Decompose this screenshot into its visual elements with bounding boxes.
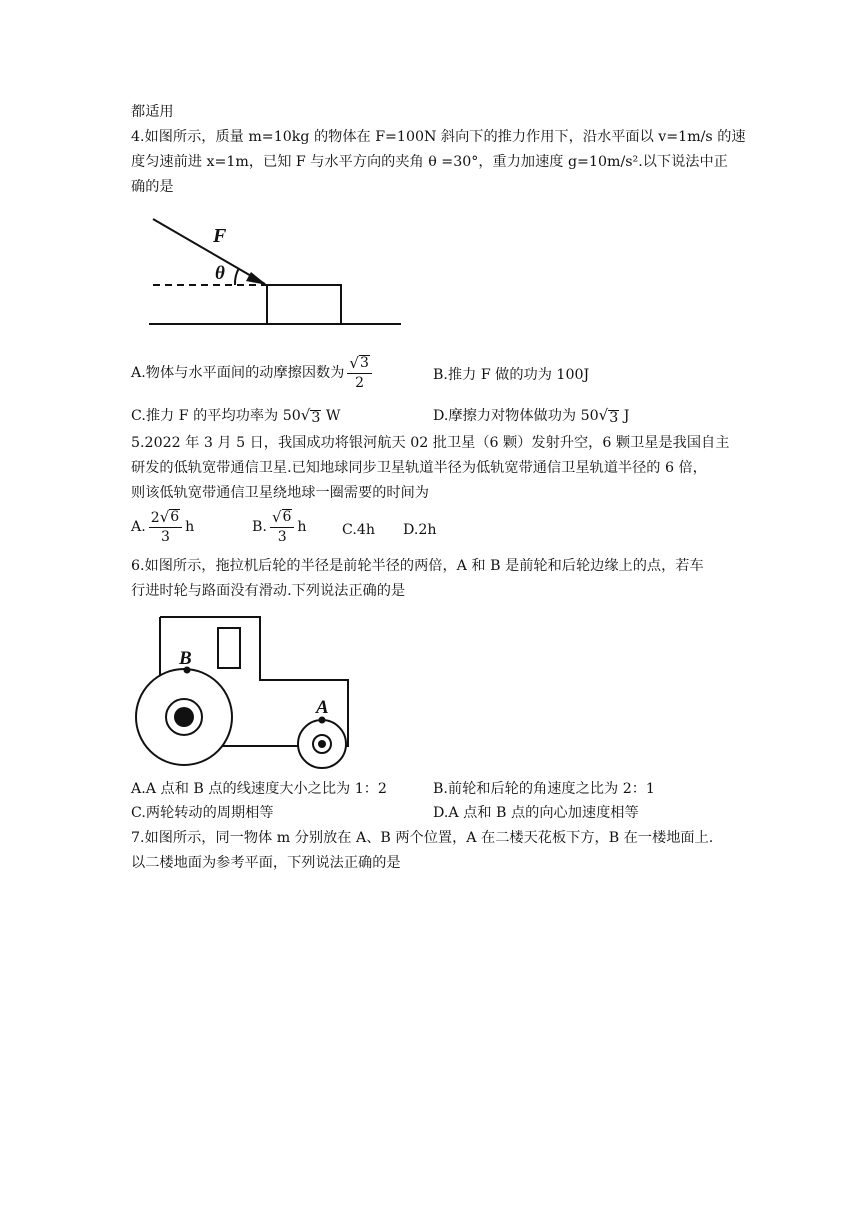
q4-option-a-fraction: √ 3 2 [347,355,371,391]
q4-force-arrow-line [153,219,265,284]
q5-option-b[interactable] [252,509,307,545]
q4-option-d-text: D.摩擦力对物体做功为 50 [433,408,599,424]
q4-option-c[interactable] [131,404,341,427]
q5-option-a-label: A. [131,519,146,535]
q5-option-b-fraction: √ 6 3 [270,509,294,545]
q4-option-a[interactable] [131,355,375,391]
question-4-stem-cont: 度匀速前进 x=1m，已知 F 与水平方向的夹角 θ =30°，重力加速度 g=10m/s².以下说法中正 [131,154,728,170]
question-4-stem: 4.如图所示，质量 m=10kg 的物体在 F=100N 斜向下的推力作用下，沿水平面以 v=1m/s 的速 [131,129,746,145]
q4-option-a-denominator: 2 [355,375,365,391]
q5-option-b-label: B. [252,519,267,535]
q4-angle-label: θ [215,263,225,284]
q6-label-b: B [179,648,192,669]
question-7-stem-cont: 以二楼地面为参考平面，下列说法正确的是 [131,855,401,871]
q4-option-d-unit: J [623,408,630,424]
q4-force-label: F [213,225,227,247]
q4-block [267,285,341,324]
q4-option-b[interactable]: B.推力 F 做的功为 100J [433,367,590,383]
question-7-stem: 7.如图所示，同一物体 m 分别放在 A、B 两个位置，A 在二楼天花板下方，B 在一楼地面上. [131,830,714,846]
q4-option-c-unit: W [325,408,341,424]
question-4-stem-cont: 确的是 [131,179,174,195]
q5-option-a-fraction: 2 √ 6 3 [149,509,182,545]
question-5-stem-cont: 则该低轨宽带通信卫星绕地球一圈需要的时间为 [131,485,429,501]
q6-label-a: A [316,697,329,718]
q4-block-figure [147,212,407,332]
question-6-stem: 6.如图所示，拖拉机后轮的半径是前轮半径的两倍，A 和 B 是前轮和后轮边缘上的点，若车 [131,558,704,574]
question-5-stem: 5.2022 年 3 月 5 日，我国成功将银河航天 02 批卫星（6 颗）发射升空，6 颗卫星是我国自主 [131,435,730,451]
q4-option-a-text: A.物体与水平面间的动摩擦因数为 [131,365,345,381]
q4-option-c-text: C.推力 F 的平均功率为 50 [131,408,301,424]
q6-cab-window [218,628,240,668]
q5-option-a[interactable] [131,509,194,545]
q6-option-a[interactable]: A.A 点和 B 点的线速度大小之比为 1：2 [131,781,387,797]
q4-option-d[interactable] [433,404,629,427]
q5-option-d[interactable]: D.2h [403,522,437,538]
q5-option-a-unit: h [185,519,195,535]
question-6-stem-cont: 行进时轮与路面没有滑动.下列说法正确的是 [131,583,406,599]
q6-front-axle [318,740,326,748]
q5-option-b-unit: h [297,519,307,535]
q4-option-c-sqrt: √ 3 [300,406,321,426]
q4-option-a-numerator: 3 [359,355,369,371]
q5-option-c[interactable]: C.4h [342,522,376,538]
q6-rear-axle [174,707,194,727]
q6-option-d[interactable]: D.A 点和 B 点的向心加速度相等 [433,805,639,821]
q6-option-c[interactable]: C.两轮转动的周期相等 [131,805,274,821]
q6-tractor-figure [130,612,360,772]
q4-angle-arc [235,268,239,285]
text-line: 都适用 [131,104,174,120]
q4-option-d-sqrt: √ 3 [598,406,619,426]
q6-option-b[interactable]: B.前轮和后轮的角速度之比为 2：1 [433,781,655,797]
question-5-stem-cont: 研发的低轨宽带通信卫星.已知地球同步卫星轨道半径为低轨宽带通信卫星轨道半径的 6 倍， [131,460,707,476]
